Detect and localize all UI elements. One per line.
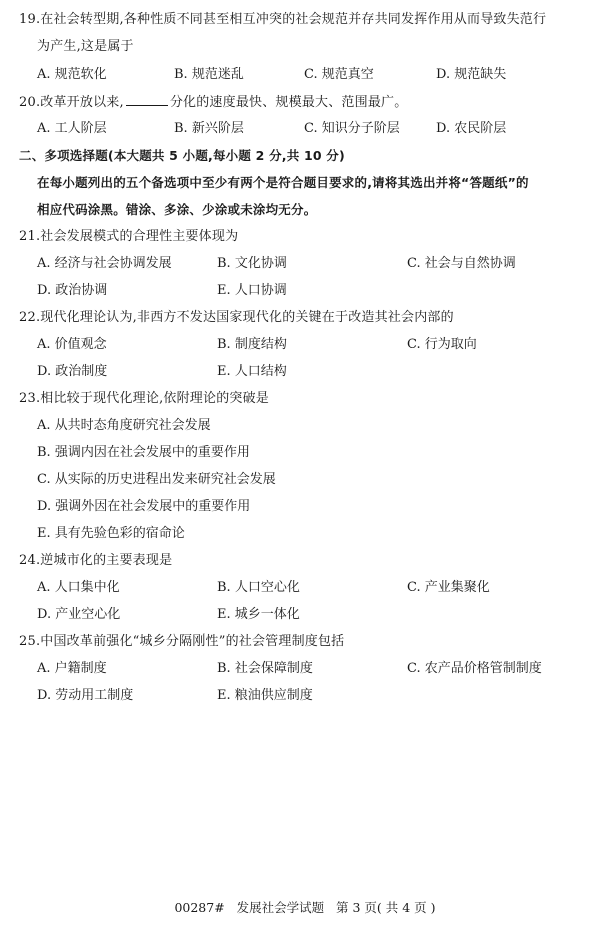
section2-heading: 二、多项选择题(本大题共 5 小题,每小题 2 分,共 10 分) xyxy=(19,148,345,163)
q20-stem xyxy=(19,93,610,112)
q20-option-b: B. 新兴阶层 xyxy=(174,121,244,136)
q21-option-a: A. 经济与社会协调发展 xyxy=(37,256,172,271)
q23-option-b: B. 强调内因在社会发展中的重要作用 xyxy=(37,445,250,460)
q19-stem-line2: 为产生,这是属于 xyxy=(37,39,134,54)
q25-option-c: C. 农产品价格管制制度 xyxy=(407,661,542,676)
q25-option-d: D. 劳动用工制度 xyxy=(37,688,134,703)
q19-option-d: D. 规范缺失 xyxy=(436,67,507,82)
q24-option-e: E. 城乡一体化 xyxy=(217,607,300,622)
q25-option-e: E. 粮油供应制度 xyxy=(217,688,313,703)
q22-option-d: D. 政治制度 xyxy=(37,364,108,379)
q20-stem-after: 分化的速度最快、规模最大、范围最广。 xyxy=(169,95,408,110)
q19-option-b: B. 规范迷乱 xyxy=(174,67,244,82)
q23-stem: 23.相比较于现代化理论,依附理论的突破是 xyxy=(19,391,270,406)
q23-option-a: A. 从共时态角度研究社会发展 xyxy=(37,418,211,433)
section2-instruction-line1: 在每小题列出的五个备选项中至少有两个是符合题目要求的,请将其选出并将“答题纸”的 xyxy=(37,175,529,190)
q20-option-d: D. 农民阶层 xyxy=(436,121,507,136)
q25-option-b: B. 社会保障制度 xyxy=(217,661,313,676)
q19-stem-line1: 19.在社会转型期,各种性质不同甚至相互冲突的社会规范并存共同发挥作用从而导致失范行 xyxy=(19,12,547,27)
section2-instruction-line2: 相应代码涂黑。错涂、多涂、少涂或未涂均无分。 xyxy=(37,202,317,217)
q25-option-a: A. 户籍制度 xyxy=(37,661,107,676)
q24-option-d: D. 产业空心化 xyxy=(37,607,121,622)
q20-option-a: A. 工人阶层 xyxy=(37,121,107,136)
q21-option-d: D. 政治协调 xyxy=(37,283,108,298)
q22-option-a: A. 价值观念 xyxy=(37,337,107,352)
q23-option-c: C. 从实际的历史进程出发来研究社会发展 xyxy=(37,472,276,487)
page-footer: 00287# 发展社会学试题 第 3 页( 共 4 页 ) xyxy=(174,900,436,915)
q24-stem: 24.逆城市化的主要表现是 xyxy=(19,553,173,568)
q22-option-c: C. 行为取向 xyxy=(407,337,477,352)
q22-option-e: E. 人口结构 xyxy=(217,364,287,379)
q25-stem: 25.中国改革前强化“城乡分隔刚性”的社会管理制度包括 xyxy=(19,634,345,649)
q22-stem: 22.现代化理论认为,非西方不发达国家现代化的关键在于改造其社会内部的 xyxy=(19,310,454,325)
q21-option-b: B. 文化协调 xyxy=(217,256,287,271)
q24-option-a: A. 人口集中化 xyxy=(37,580,120,595)
q20-answer-blank xyxy=(126,93,168,106)
q22-option-b: B. 制度结构 xyxy=(217,337,287,352)
q24-option-b: B. 人口空心化 xyxy=(217,580,300,595)
q23-option-d: D. 强调外因在社会发展中的重要作用 xyxy=(37,499,251,514)
q19-option-a: A. 规范软化 xyxy=(37,67,107,82)
q20-option-c: C. 知识分子阶层 xyxy=(304,121,400,136)
q20-stem-before: 20.改革开放以来, xyxy=(19,95,124,110)
q24-option-c: C. 产业集聚化 xyxy=(407,580,490,595)
q19-option-c: C. 规范真空 xyxy=(304,67,374,82)
q23-option-e: E. 具有先验色彩的宿命论 xyxy=(37,526,185,541)
q21-option-c: C. 社会与自然协调 xyxy=(407,256,516,271)
q21-option-e: E. 人口协调 xyxy=(217,283,287,298)
q21-stem: 21.社会发展模式的合理性主要体现为 xyxy=(19,229,239,244)
